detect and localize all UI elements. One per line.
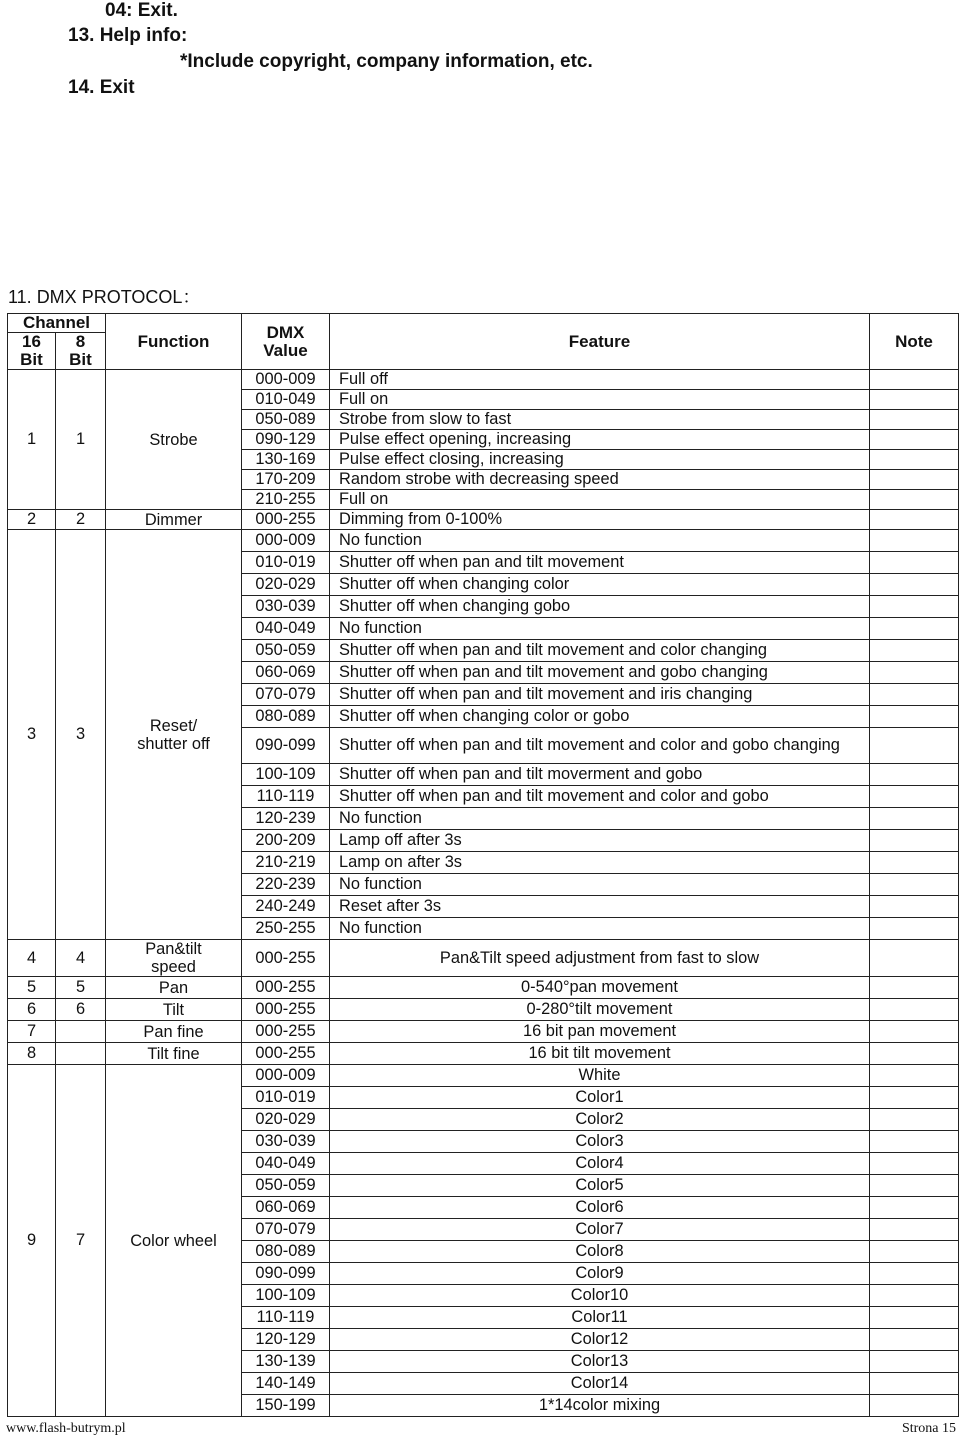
note-cell xyxy=(870,470,959,490)
function-cell xyxy=(106,999,242,1021)
table-row xyxy=(8,530,959,552)
channel-8bit-cell: 2 xyxy=(56,510,106,530)
note-cell xyxy=(870,1131,959,1153)
dmx-protocol-table xyxy=(7,313,959,1417)
table-row xyxy=(8,977,959,999)
note-cell xyxy=(870,618,959,640)
feature-cell: Shutter off when pan and tilt moverment and gobo xyxy=(330,764,870,786)
feature-cell: Full on xyxy=(330,390,870,410)
section-title: 11. DMX PROTOCOL： xyxy=(8,287,201,307)
dmx-value-cell: 090-129 xyxy=(242,430,330,450)
feature-cell: No function xyxy=(330,918,870,940)
dmx-value-cell: 050-089 xyxy=(242,410,330,430)
feature-cell: Full off xyxy=(330,370,870,390)
menu-line-help-info: 13. Help info: xyxy=(68,25,188,46)
function-cell xyxy=(106,940,242,977)
header-dmx-value xyxy=(242,314,330,370)
note-cell xyxy=(870,874,959,896)
function-label: Pan fine xyxy=(143,1022,204,1041)
header-16-bit xyxy=(8,333,56,370)
note-cell xyxy=(870,410,959,430)
function-cell xyxy=(106,510,242,530)
function-cell xyxy=(106,530,242,940)
dmx-value-cell: 000-009 xyxy=(242,1065,330,1087)
menu-line-exit: 14. Exit xyxy=(68,77,135,98)
dmx-value-cell: 130-169 xyxy=(242,450,330,470)
feature-cell: White xyxy=(330,1065,870,1087)
function-label: Tilt xyxy=(162,1000,185,1019)
feature-cell: No function xyxy=(330,530,870,552)
feature-cell: Lamp on after 3s xyxy=(330,852,870,874)
channel-8bit-cell: 3 xyxy=(56,530,106,940)
dmx-value-cell: 200-209 xyxy=(242,830,330,852)
note-cell xyxy=(870,706,959,728)
dmx-value-cell: 000-009 xyxy=(242,370,330,390)
feature-cell xyxy=(330,728,870,764)
footer-website: www.flash-butrym.pl xyxy=(6,1421,126,1436)
note-cell xyxy=(870,1197,959,1219)
feature-text: Shutter off when pan and tilt movement and color and gobo changing xyxy=(339,736,840,754)
dmx-value-cell: 070-079 xyxy=(242,1219,330,1241)
table-row xyxy=(8,1021,959,1043)
note-cell xyxy=(870,530,959,552)
feature-cell: Color8 xyxy=(330,1241,870,1263)
note-cell xyxy=(870,684,959,706)
note-cell xyxy=(870,786,959,808)
note-cell xyxy=(870,510,959,530)
header-note: Note xyxy=(870,314,959,370)
table-row xyxy=(8,940,959,977)
channel-16bit-cell: 9 xyxy=(8,1065,56,1417)
function-label: Strobe xyxy=(149,430,198,449)
dmx-value-cell: 120-129 xyxy=(242,1329,330,1351)
feature-cell: Color7 xyxy=(330,1219,870,1241)
dmx-value-cell: 130-139 xyxy=(242,1351,330,1373)
note-cell xyxy=(870,764,959,786)
note-cell xyxy=(870,552,959,574)
function-cell xyxy=(106,1065,242,1417)
dmx-value-cell: 240-249 xyxy=(242,896,330,918)
menu-line-exit-option: 04: Exit. xyxy=(105,0,178,21)
note-cell xyxy=(870,1263,959,1285)
feature-cell: Pan&Tilt speed adjustment from fast to slow xyxy=(330,940,870,977)
dmx-value-cell: 110-119 xyxy=(242,786,330,808)
dmx-value-cell: 000-009 xyxy=(242,530,330,552)
dmx-value-cell: 000-255 xyxy=(242,510,330,530)
dmx-value-cell: 090-099 xyxy=(242,1263,330,1285)
feature-cell: Shutter off when pan and tilt movement and gobo changing xyxy=(330,662,870,684)
table-row xyxy=(8,510,959,530)
channel-8bit-cell: 6 xyxy=(56,999,106,1021)
feature-cell: Shutter off when pan and tilt movement and color and gobo xyxy=(330,786,870,808)
feature-cell: Color13 xyxy=(330,1351,870,1373)
channel-8bit-cell: 5 xyxy=(56,977,106,999)
feature-cell: 1*14color mixing xyxy=(330,1395,870,1417)
dmx-value-cell: 250-255 xyxy=(242,918,330,940)
dmx-value-cell: 030-039 xyxy=(242,1131,330,1153)
dmx-value-cell: 070-079 xyxy=(242,684,330,706)
note-cell xyxy=(870,574,959,596)
function-label: Pan xyxy=(158,978,189,997)
feature-cell: Random strobe with decreasing speed xyxy=(330,470,870,490)
note-cell xyxy=(870,1109,959,1131)
feature-cell: Reset after 3s xyxy=(330,896,870,918)
dmx-value-cell: 020-029 xyxy=(242,1109,330,1131)
dmx-value-cell: 050-059 xyxy=(242,640,330,662)
note-cell xyxy=(870,808,959,830)
note-cell xyxy=(870,1153,959,1175)
dmx-value-cell: 050-059 xyxy=(242,1175,330,1197)
channel-8bit-cell: 1 xyxy=(56,370,106,510)
table-row xyxy=(8,1043,959,1065)
feature-cell: Color5 xyxy=(330,1175,870,1197)
function-label: Reset/ shutter off xyxy=(137,716,210,753)
dmx-value-cell: 100-109 xyxy=(242,1285,330,1307)
note-cell xyxy=(870,430,959,450)
feature-cell: Shutter off when changing color xyxy=(330,574,870,596)
header-16-bit-text: 16 Bit xyxy=(20,332,43,369)
dmx-value-cell: 210-255 xyxy=(242,490,330,510)
note-cell xyxy=(870,1307,959,1329)
dmx-value-cell: 000-255 xyxy=(242,977,330,999)
dmx-value-cell: 030-039 xyxy=(242,596,330,618)
feature-cell: Shutter off when pan and tilt movement and color changing xyxy=(330,640,870,662)
note-cell xyxy=(870,596,959,618)
note-cell xyxy=(870,1175,959,1197)
feature-cell: Lamp off after 3s xyxy=(330,830,870,852)
dmx-value-cell: 010-049 xyxy=(242,390,330,410)
dmx-value-cell: 210-219 xyxy=(242,852,330,874)
dmx-value-cell: 000-255 xyxy=(242,999,330,1021)
dmx-value-cell: 020-029 xyxy=(242,574,330,596)
table-row xyxy=(8,1065,959,1087)
dmx-value-cell: 060-069 xyxy=(242,1197,330,1219)
dmx-value-cell: 040-049 xyxy=(242,1153,330,1175)
feature-cell: 0-540°pan movement xyxy=(330,977,870,999)
header-dmx-value-text: DMX Value xyxy=(263,322,308,360)
note-cell xyxy=(870,977,959,999)
note-cell xyxy=(870,1043,959,1065)
feature-cell: Shutter off when pan and tilt movement xyxy=(330,552,870,574)
feature-cell: Color10 xyxy=(330,1285,870,1307)
dmx-value-cell: 010-019 xyxy=(242,1087,330,1109)
dmx-value-cell: 090-099 xyxy=(242,728,330,764)
table-row xyxy=(8,999,959,1021)
channel-16bit-cell: 8 xyxy=(8,1043,56,1065)
dmx-value-cell: 100-109 xyxy=(242,764,330,786)
feature-cell: Shutter off when pan and tilt movement and iris changing xyxy=(330,684,870,706)
feature-cell: Pulse effect closing, increasing xyxy=(330,450,870,470)
note-cell xyxy=(870,370,959,390)
dmx-value-cell: 170-209 xyxy=(242,470,330,490)
channel-16bit-cell: 4 xyxy=(8,940,56,977)
feature-cell: Color1 xyxy=(330,1087,870,1109)
feature-cell: 16 bit pan movement xyxy=(330,1021,870,1043)
dmx-value-cell: 060-069 xyxy=(242,662,330,684)
note-cell xyxy=(870,1373,959,1395)
dmx-table-body xyxy=(8,370,959,1417)
feature-cell: No function xyxy=(330,808,870,830)
function-label: Tilt fine xyxy=(147,1044,200,1063)
feature-cell: Color2 xyxy=(330,1109,870,1131)
menu-line-help-description: *Include copyright, company information, etc. xyxy=(180,51,593,72)
channel-16bit-cell: 7 xyxy=(8,1021,56,1043)
note-cell xyxy=(870,662,959,684)
function-label: Color wheel xyxy=(130,1231,217,1250)
dmx-value-cell: 120-239 xyxy=(242,808,330,830)
feature-cell: Color11 xyxy=(330,1307,870,1329)
note-cell xyxy=(870,1395,959,1417)
feature-cell: Color6 xyxy=(330,1197,870,1219)
note-cell xyxy=(870,940,959,977)
note-cell xyxy=(870,1351,959,1373)
note-cell xyxy=(870,999,959,1021)
table-row xyxy=(8,370,959,390)
feature-cell: Color12 xyxy=(330,1329,870,1351)
feature-cell: Color3 xyxy=(330,1131,870,1153)
feature-cell: Shutter off when changing gobo xyxy=(330,596,870,618)
dmx-value-cell: 000-255 xyxy=(242,940,330,977)
channel-8bit-cell xyxy=(56,1021,106,1043)
note-cell xyxy=(870,896,959,918)
channel-8bit-cell: 4 xyxy=(56,940,106,977)
dmx-value-cell: 150-199 xyxy=(242,1395,330,1417)
channel-8bit-cell xyxy=(56,1043,106,1065)
feature-cell: Strobe from slow to fast xyxy=(330,410,870,430)
function-cell xyxy=(106,370,242,510)
feature-cell: No function xyxy=(330,874,870,896)
dmx-value-cell: 080-089 xyxy=(242,1241,330,1263)
note-cell xyxy=(870,918,959,940)
dmx-value-cell: 080-089 xyxy=(242,706,330,728)
note-cell xyxy=(870,1219,959,1241)
dmx-value-cell: 110-119 xyxy=(242,1307,330,1329)
feature-cell: 16 bit tilt movement xyxy=(330,1043,870,1065)
dmx-value-cell: 040-049 xyxy=(242,618,330,640)
dmx-value-cell: 010-019 xyxy=(242,552,330,574)
dmx-value-cell: 140-149 xyxy=(242,1373,330,1395)
dmx-value-cell: 000-255 xyxy=(242,1043,330,1065)
function-cell xyxy=(106,977,242,999)
header-function: Function xyxy=(106,314,242,370)
note-cell xyxy=(870,852,959,874)
note-cell xyxy=(870,830,959,852)
feature-cell: Color9 xyxy=(330,1263,870,1285)
note-cell xyxy=(870,728,959,764)
function-label: Pan&tilt speed xyxy=(145,940,202,976)
header-channel: Channel xyxy=(8,314,106,333)
note-cell xyxy=(870,450,959,470)
feature-cell: Full on xyxy=(330,490,870,510)
note-cell xyxy=(870,1021,959,1043)
channel-16bit-cell: 3 xyxy=(8,530,56,940)
note-cell xyxy=(870,1285,959,1307)
function-label: Dimmer xyxy=(144,510,203,529)
function-cell xyxy=(106,1043,242,1065)
footer-page-number: Strona 15 xyxy=(901,1421,956,1436)
channel-16bit-cell: 5 xyxy=(8,977,56,999)
dmx-value-cell: 000-255 xyxy=(242,1021,330,1043)
feature-cell: Shutter off when changing color or gobo xyxy=(330,706,870,728)
note-cell xyxy=(870,490,959,510)
dmx-value-cell: 220-239 xyxy=(242,874,330,896)
header-8-bit-text: 8 Bit xyxy=(69,332,92,369)
feature-cell: Dimming from 0-100% xyxy=(330,510,870,530)
channel-16bit-cell: 2 xyxy=(8,510,56,530)
feature-cell: Color14 xyxy=(330,1373,870,1395)
feature-cell: No function xyxy=(330,618,870,640)
function-cell xyxy=(106,1021,242,1043)
note-cell xyxy=(870,1329,959,1351)
feature-cell: Color4 xyxy=(330,1153,870,1175)
note-cell xyxy=(870,1065,959,1087)
channel-16bit-cell: 6 xyxy=(8,999,56,1021)
note-cell xyxy=(870,390,959,410)
note-cell xyxy=(870,1087,959,1109)
feature-cell: 0-280°tilt movement xyxy=(330,999,870,1021)
channel-8bit-cell: 7 xyxy=(56,1065,106,1417)
note-cell xyxy=(870,640,959,662)
note-cell xyxy=(870,1241,959,1263)
channel-16bit-cell: 1 xyxy=(8,370,56,510)
header-8-bit xyxy=(56,333,106,370)
header-feature: Feature xyxy=(330,314,870,370)
feature-cell: Pulse effect opening, increasing xyxy=(330,430,870,450)
